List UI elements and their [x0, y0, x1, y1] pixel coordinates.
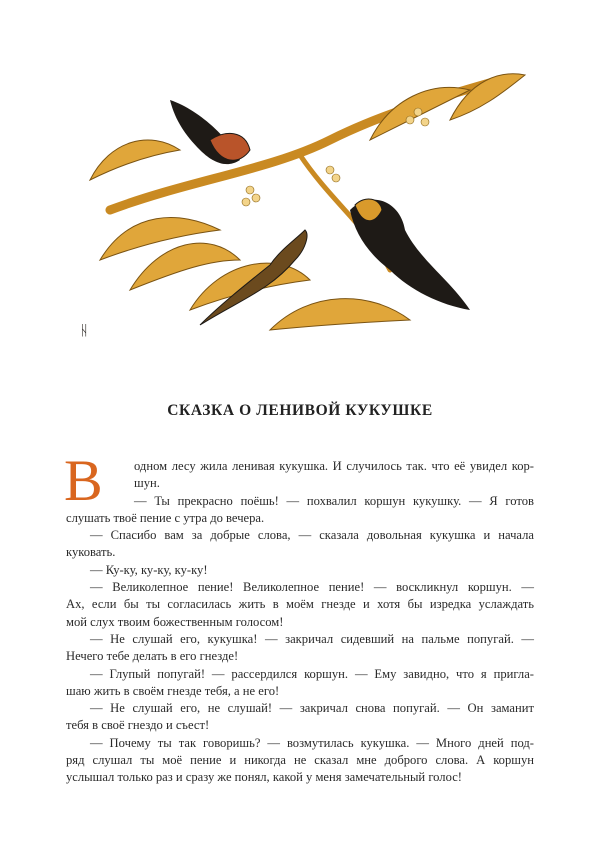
hawk — [350, 199, 470, 310]
text-line: одном лесу жила ленивая кукушка. И случилось так. что её увидел кор- — [134, 459, 534, 473]
text-line: Нечего тебе делать в его гнезде! — [66, 649, 239, 664]
parrot — [170, 100, 250, 164]
text-line: шаю жить в своём гнезде тебя, а не его! — [66, 683, 280, 698]
text-line: услышал только раз и сразу же понял, какой у меня замечательный голос! — [66, 770, 462, 785]
text-line: — Великолепное пение! Великолепное пение! — воскликнул коршун. — — [90, 580, 534, 595]
text-line: — Ку-ку, ку-ку, ку-ку! — [90, 562, 208, 577]
text-line: Ах, если бы ты согласилась жить в моём гнезде и хотя бы изредка услаждать — [66, 597, 534, 612]
foliage — [90, 74, 525, 330]
text-line: — Спасибо вам за добрые слова, — сказала довольная кукушка и начала — [90, 528, 534, 543]
text-line: куковать. — [66, 545, 116, 560]
page-title: СКАЗКА О ЛЕНИВОЙ КУКУШКЕ — [167, 402, 433, 419]
story-text — [64, 448, 534, 787]
text-line: — Почему ты так говоришь? — возмутилась кукушка. — Много дней под- — [90, 735, 534, 750]
drop-cap: В — [64, 448, 103, 513]
text-line: — Ты прекрасно поёшь! — похвалил коршун кукушку. — Я готов — [134, 493, 534, 508]
birds-illustration — [70, 60, 530, 360]
artist-monogram: ᚺ — [80, 324, 89, 339]
text-line: шун. — [134, 476, 160, 491]
text-line: — Не слушай его, не слушай! — закричал снова попугай. — Он заманит — [90, 701, 534, 716]
text-line: мой слух твоим божественным голосом! — [66, 614, 284, 629]
text-line: ряд слушал ты моё пение и никогда не сказал мне доброго слова. А коршун — [66, 753, 534, 768]
text-line: — Глупый попугай! — рассердился коршун. — Ему завидно, что я пригла- — [90, 666, 534, 681]
text-line: — Не слушай его, кукушка! — закричал сидевший на пальме попугай. — — [90, 631, 534, 646]
text-line: тебя в своё гнездо и съест! — [66, 718, 210, 733]
text-line: слушать твоё пение с утра до вечера. — [66, 510, 265, 525]
